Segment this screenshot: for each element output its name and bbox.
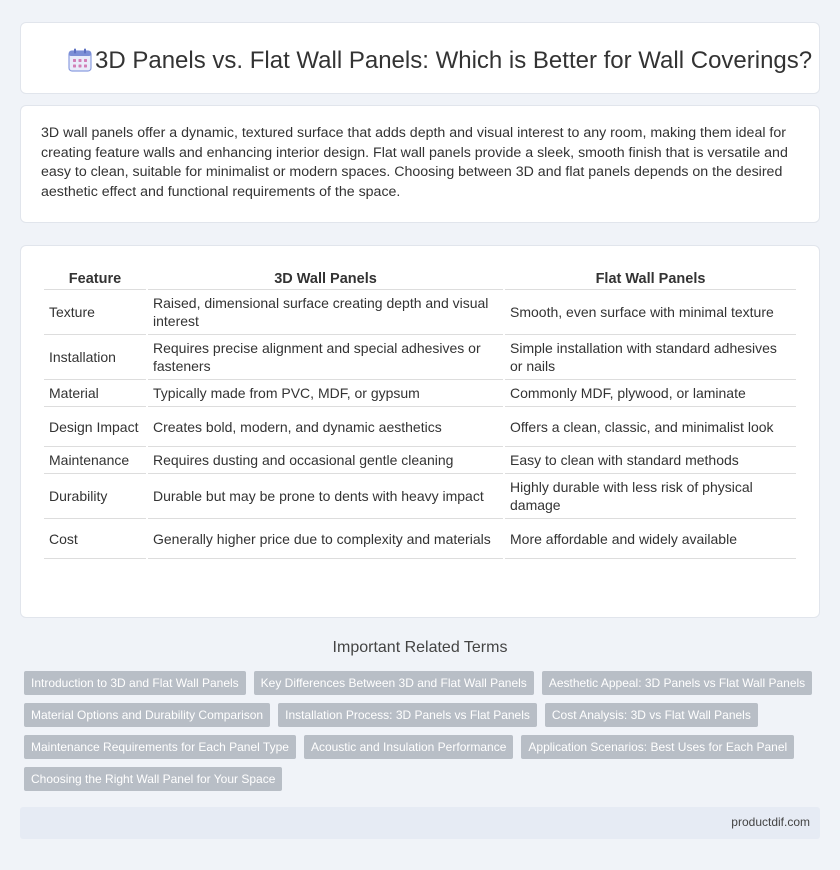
flat-cell: Highly durable with less risk of physical damage (505, 474, 796, 519)
table-row (44, 519, 796, 559)
comparison-section (20, 245, 820, 618)
3d-cell: Typically made from PVC, MDF, or gypsum (148, 380, 503, 407)
column-header-feature: Feature (44, 266, 146, 290)
calendar-icon (67, 47, 93, 73)
related-term-link[interactable]: Material Options and Durability Comparison (24, 703, 270, 727)
3d-cell: Creates bold, modern, and dynamic aesthetics (148, 407, 503, 447)
table-row (44, 290, 796, 335)
related-term-link[interactable]: Application Scenarios: Best Uses for Each Panel (521, 735, 794, 759)
flat-cell: Smooth, even surface with minimal texture (505, 290, 796, 335)
feature-cell: Installation (44, 335, 146, 380)
page-title: 3D Panels vs. Flat Wall Panels: Which is Better for Wall Coverings? (95, 47, 813, 74)
comparison-table (42, 266, 798, 559)
related-term-link[interactable]: Aesthetic Appeal: 3D Panels vs Flat Wall Panels (542, 671, 812, 695)
intro-text: 3D wall panels offer a dynamic, textured surface that adds depth and visual interest to any room, making them ideal for creating feature walls and enhancing interior design. Flat wall panels provide a sleek, smooth finish that is versatile and easy to clean, suitable for minimalist or modern spaces. Choosing between 3D and flat panels depends on the desired aesthetic effect and functional requirements of the space. (41, 125, 788, 200)
related-term-link[interactable]: Maintenance Requirements for Each Panel Type (24, 735, 296, 759)
3d-cell: Generally higher price due to complexity and materials (148, 519, 503, 559)
related-terms-title: Important Related Terms (332, 639, 508, 656)
table-row (44, 380, 796, 407)
related-term-link[interactable]: Acoustic and Insulation Performance (304, 735, 513, 759)
feature-cell: Durability (44, 474, 146, 519)
table-row (44, 474, 796, 519)
3d-cell: Requires precise alignment and special adhesives or fasteners (148, 335, 503, 380)
feature-cell: Maintenance (44, 447, 146, 474)
related-term-link[interactable]: Choosing the Right Wall Panel for Your Space (24, 767, 282, 791)
3d-cell: Durable but may be prone to dents with heavy impact (148, 474, 503, 519)
table-header-row (44, 266, 796, 290)
flat-cell: More affordable and widely available (505, 519, 796, 559)
column-header-3d: 3D Wall Panels (148, 266, 503, 290)
3d-cell: Requires dusting and occasional gentle cleaning (148, 447, 503, 474)
feature-cell: Design Impact (44, 407, 146, 447)
feature-cell: Material (44, 380, 146, 407)
footer-site-link[interactable]: productdif.com (731, 815, 810, 829)
intro-section (20, 105, 820, 223)
flat-cell: Simple installation with standard adhesives or nails (505, 335, 796, 380)
related-term-link[interactable]: Cost Analysis: 3D vs Flat Wall Panels (545, 703, 758, 727)
table-row (44, 335, 796, 380)
feature-cell: Cost (44, 519, 146, 559)
flat-cell: Easy to clean with standard methods (505, 447, 796, 474)
feature-cell: Texture (44, 290, 146, 335)
related-term-link[interactable]: Introduction to 3D and Flat Wall Panels (24, 671, 246, 695)
column-header-flat: Flat Wall Panels (505, 266, 796, 290)
page-header (20, 22, 820, 94)
table-row (44, 447, 796, 474)
table-row (44, 407, 796, 447)
related-terms-list (24, 671, 824, 791)
related-term-link[interactable]: Installation Process: 3D Panels vs Flat Panels (278, 703, 537, 727)
footer (20, 807, 820, 839)
flat-cell: Offers a clean, classic, and minimalist look (505, 407, 796, 447)
3d-cell: Raised, dimensional surface creating depth and visual interest (148, 290, 503, 335)
related-term-link[interactable]: Key Differences Between 3D and Flat Wall Panels (254, 671, 534, 695)
flat-cell: Commonly MDF, plywood, or laminate (505, 380, 796, 407)
